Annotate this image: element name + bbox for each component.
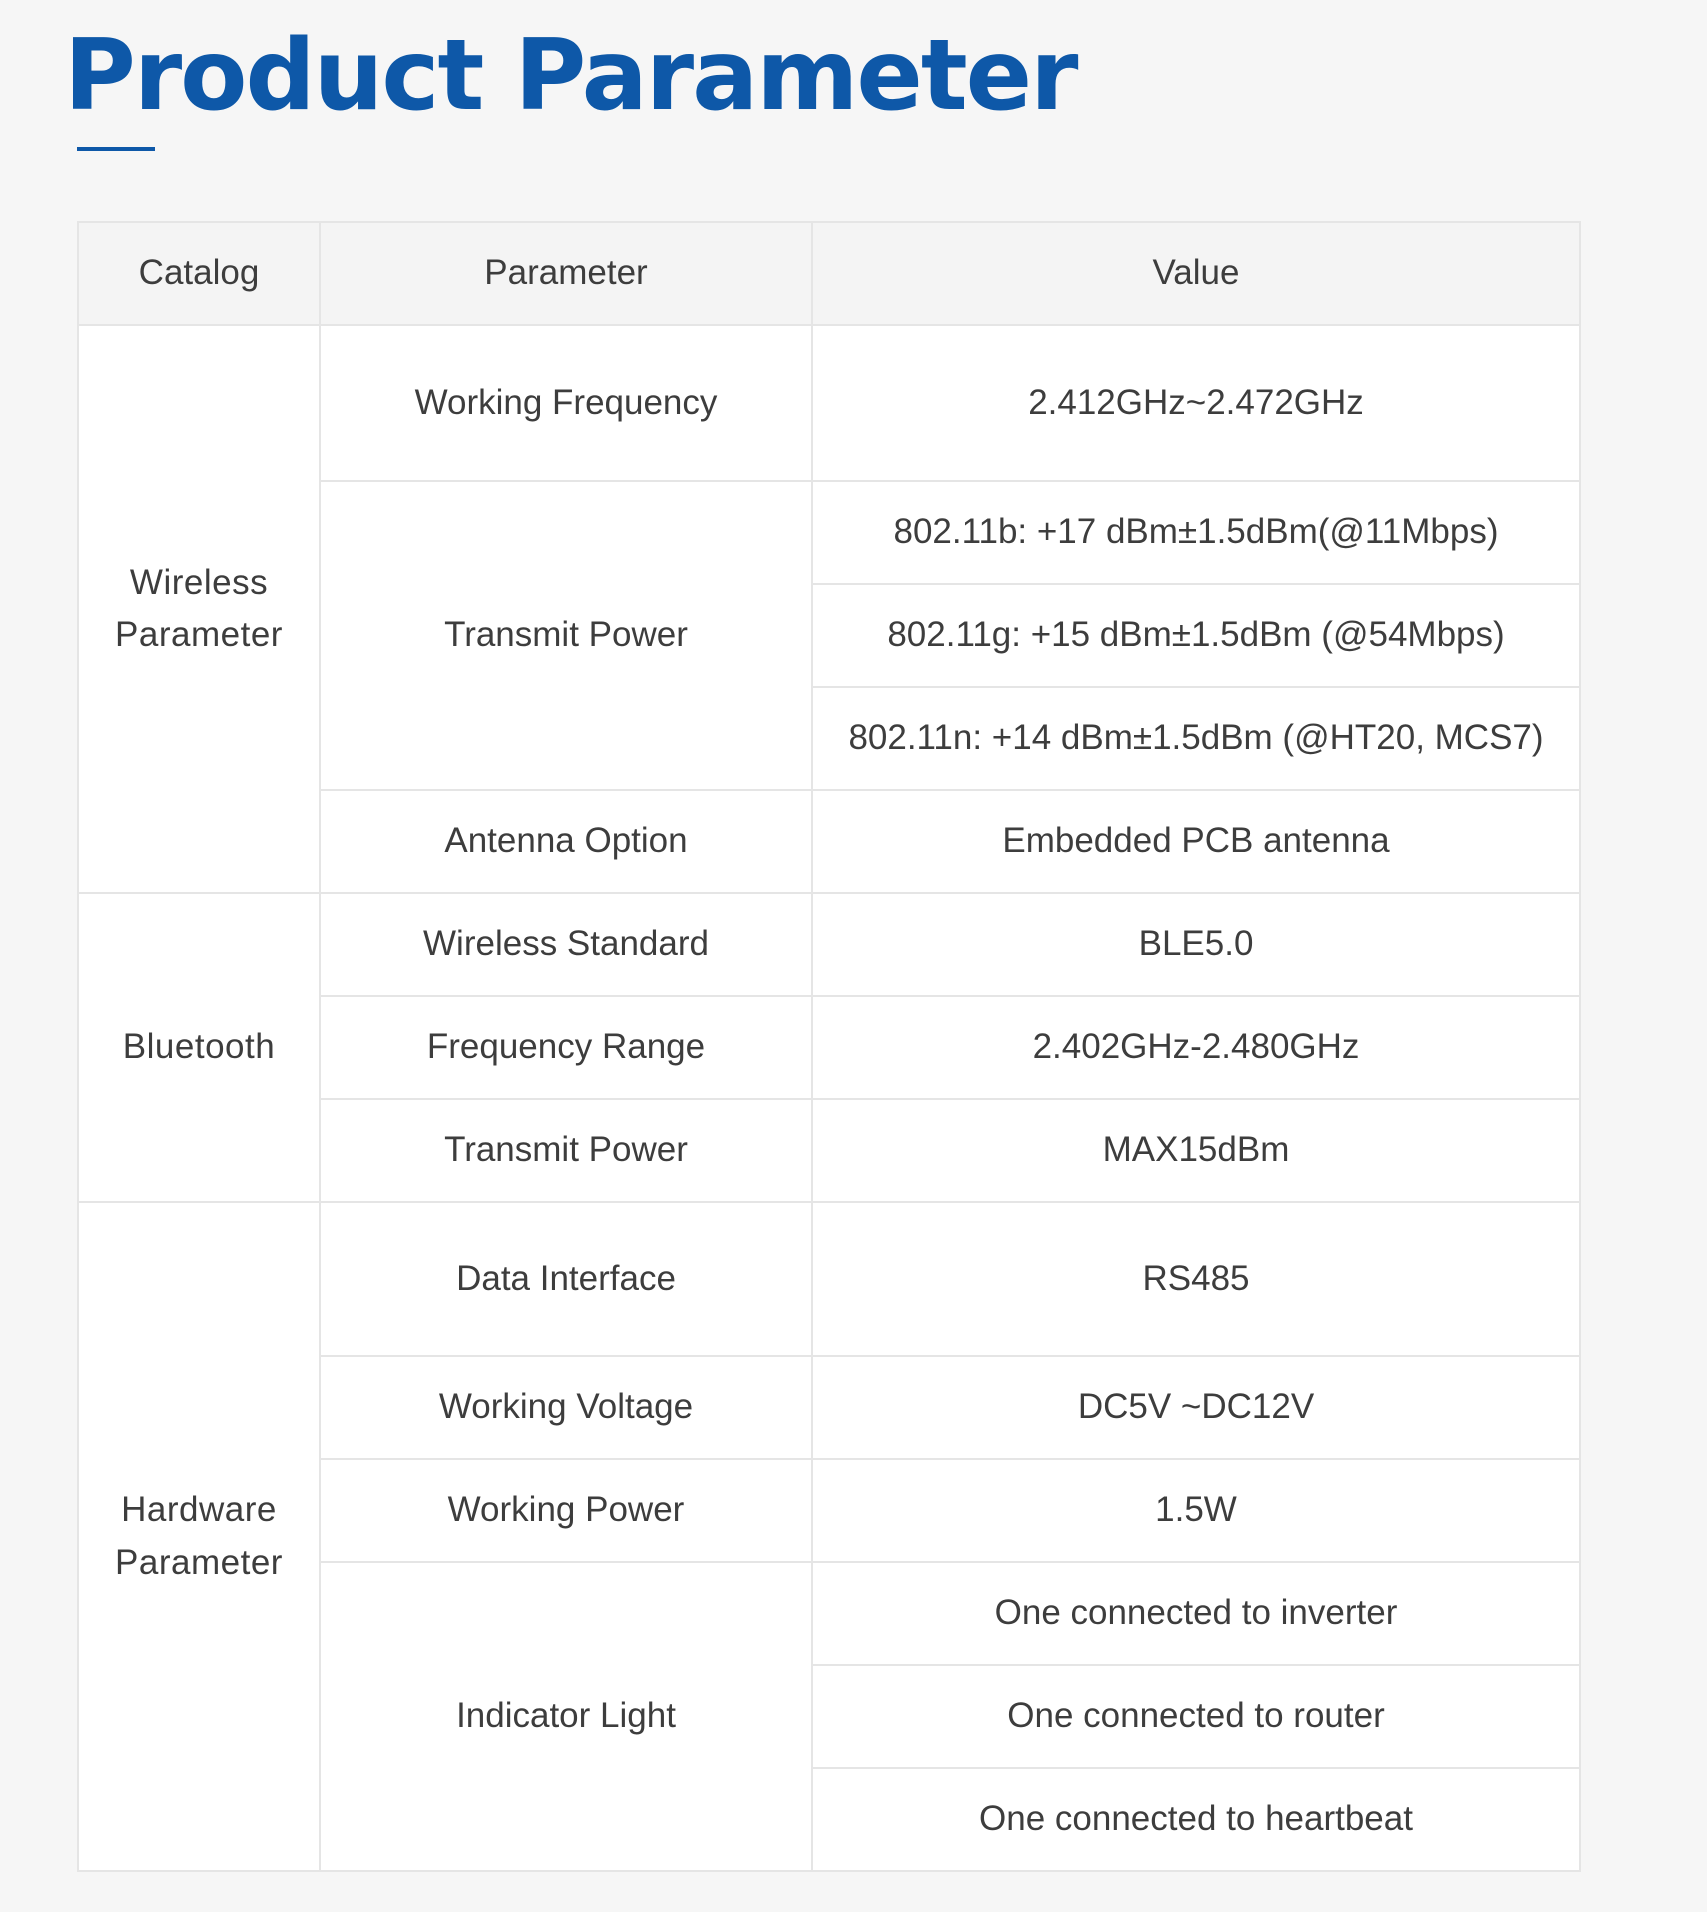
value-cell: One connected to router: [812, 1665, 1580, 1768]
parameter-cell: Data Interface: [320, 1202, 812, 1356]
parameter-cell: Antenna Option: [320, 790, 812, 893]
parameter-cell: Wireless Standard: [320, 893, 812, 996]
page-title: Product Parameter: [64, 19, 1077, 133]
catalog-cell-wireless: [78, 325, 320, 893]
value-cell: One connected to heartbeat: [812, 1768, 1580, 1871]
table-header-row: [78, 222, 1580, 325]
catalog-cell-bluetooth: [78, 893, 320, 1202]
value-cell: 802.11b: +17 dBm±1.5dBm(@11Mbps): [812, 481, 1580, 584]
value-cell: DC5V ~DC12V: [812, 1356, 1580, 1459]
header-catalog: Catalog: [78, 222, 320, 325]
parameter-cell: Indicator Light: [320, 1562, 812, 1871]
header-value: Value: [812, 222, 1580, 325]
value-cell: 2.412GHz~2.472GHz: [812, 325, 1580, 481]
value-cell: 1.5W: [812, 1459, 1580, 1562]
value-cell: One connected to inverter: [812, 1562, 1580, 1665]
header-parameter: Parameter: [320, 222, 812, 325]
value-cell: 802.11g: +15 dBm±1.5dBm (@54Mbps): [812, 584, 1580, 687]
table-row: [78, 1202, 1580, 1356]
catalog-cell-hardware: [78, 1202, 320, 1871]
value-cell: RS485: [812, 1202, 1580, 1356]
parameter-cell: Working Voltage: [320, 1356, 812, 1459]
parameter-cell: Transmit Power: [320, 1099, 812, 1202]
table-row: [78, 893, 1580, 996]
value-cell: Embedded PCB antenna: [812, 790, 1580, 893]
catalog-label: Wireless Parameter: [115, 562, 283, 654]
value-cell: 2.402GHz-2.480GHz: [812, 996, 1580, 1099]
table-row: [78, 325, 1580, 481]
catalog-label: Bluetooth: [122, 1027, 276, 1067]
parameter-cell: Working Power: [320, 1459, 812, 1562]
value-cell: 802.11n: +14 dBm±1.5dBm (@HT20, MCS7): [812, 687, 1580, 790]
parameter-cell: Transmit Power: [320, 481, 812, 790]
product-parameter-table: [77, 221, 1581, 1872]
value-cell: MAX15dBm: [812, 1099, 1580, 1202]
parameter-cell: Frequency Range: [320, 996, 812, 1099]
title-underline: [77, 147, 155, 151]
value-cell: BLE5.0: [812, 893, 1580, 996]
catalog-label: Hardware Parameter: [115, 1490, 283, 1582]
parameter-cell: Working Frequency: [320, 325, 812, 481]
